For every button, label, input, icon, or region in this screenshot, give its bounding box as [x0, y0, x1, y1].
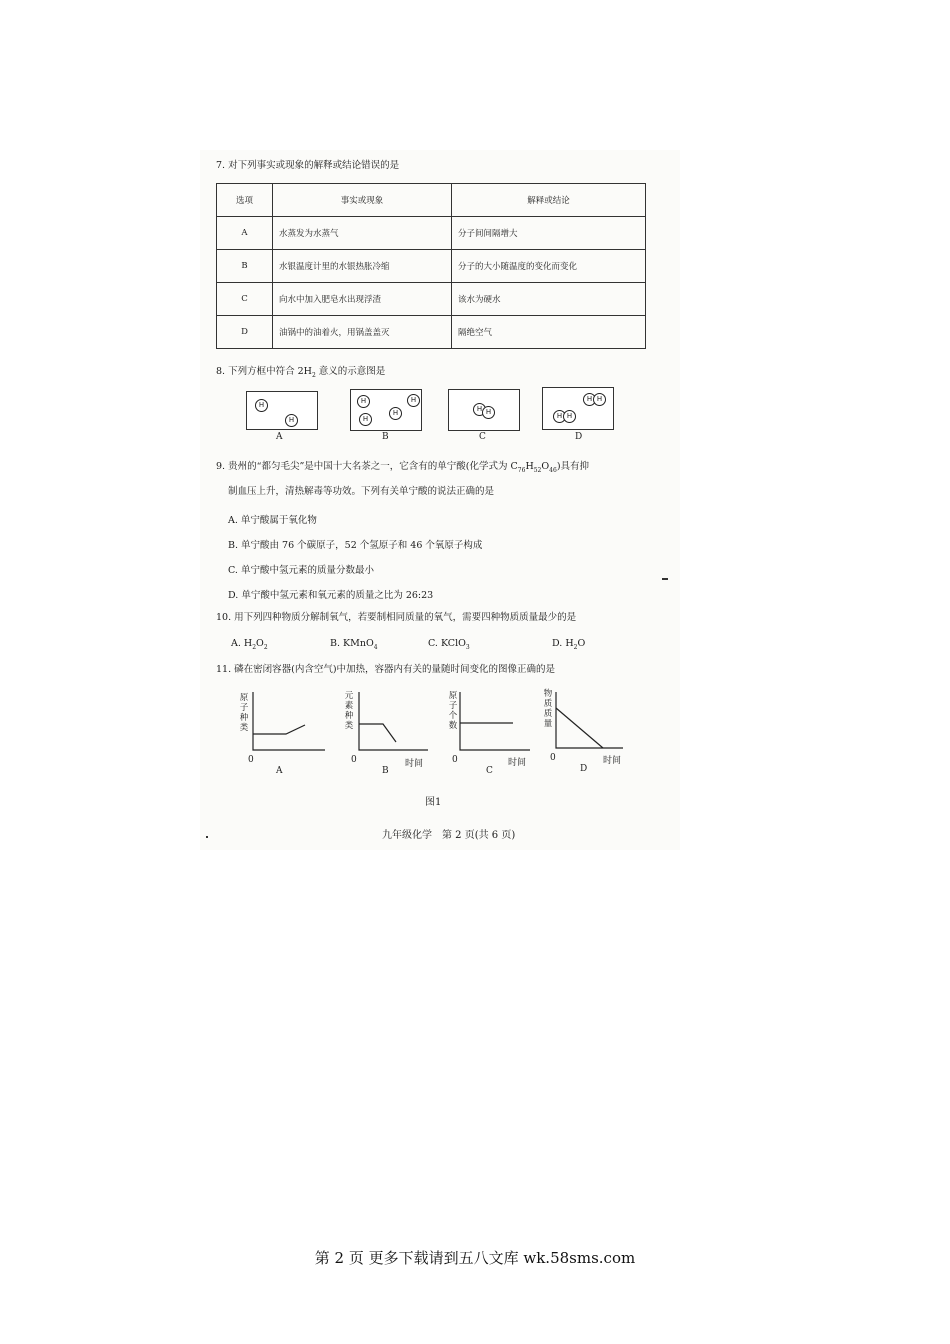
graph-b-label: B [382, 766, 389, 776]
graph-b-origin: 0 [351, 755, 357, 765]
table-header-row [217, 184, 646, 217]
scan-mark [662, 578, 668, 580]
header-explanation: 解释或结论 [452, 184, 646, 217]
row-explanation: 分子的大小随温度的变化而变化 [452, 250, 646, 283]
graph-c-y-label: 原子个数 [448, 691, 458, 731]
row-explanation: 该水为硬水 [452, 283, 646, 316]
diagram-box-b [350, 389, 422, 431]
q8-stem: 8. 下列方框中符合 $2H_2$ 意义的示意图是 [216, 366, 386, 379]
q10-option-d: D. $H_2O$ [552, 638, 586, 651]
q9-option-d: D. 单宁酸中氢元素和氧元素的质量之比为 26:23 [228, 590, 434, 601]
row-fact: 水蒸发为水蒸气 [273, 217, 452, 250]
diagram-box-c [448, 389, 520, 431]
hydrogen-atom: H [389, 407, 402, 420]
table-row [217, 217, 646, 250]
hydrogen-atom: H [285, 414, 298, 427]
graph-a-label: A [276, 766, 283, 776]
graph-c-origin: 0 [452, 755, 458, 765]
row-option: A [217, 217, 273, 250]
graph-b-axes [359, 692, 428, 750]
row-fact: 向水中加入肥皂水出现浮渣 [273, 283, 452, 316]
row-option: B [217, 250, 273, 283]
q9-stem-line1: 9. 贵州的“都匀毛尖”是中国十大名茶之一，它含有的单宁酸(化学式为 $C_{76}H_{52}O_{46}$)具有抑 [216, 461, 590, 474]
hydrogen-atom: H [593, 393, 606, 406]
row-explanation: 分子间间隔增大 [452, 217, 646, 250]
hydrogen-atom: H [563, 410, 576, 423]
page-footer: 九年级化学 第 2 页(共 6 页) [382, 830, 516, 841]
graph-d [553, 690, 633, 760]
row-option: C [217, 283, 273, 316]
hydrogen-atom: H [482, 406, 495, 419]
graph-d-axes [556, 692, 623, 748]
graph-c-x-label: 时间 [508, 758, 527, 768]
q7-table [216, 183, 646, 349]
bottom-footer: 第 2 页 更多下载请到五八文库 wk.58sms.com [314, 1249, 636, 1267]
hydrogen-atom: H [473, 403, 486, 416]
header-fact: 事实或现象 [273, 184, 452, 217]
graph-d-origin: 0 [550, 753, 556, 763]
graph-b-curve [359, 724, 396, 742]
q9-option-c: C. 单宁酸中氢元素的质量分数最小 [228, 565, 374, 576]
graph-c-label: C [486, 766, 493, 776]
scan-mark [206, 836, 208, 838]
row-option: D [217, 316, 273, 349]
graph-a-axes [253, 692, 325, 750]
hydrogen-atom: H [583, 393, 596, 406]
graph-a-y-label: 原子种类 [239, 693, 249, 733]
row-fact: 油锅中的油着火，用锅盖盖灭 [273, 316, 452, 349]
graph-d-y-label: 物质质量 [543, 689, 553, 729]
q7-stem: 7. 对下列事实或现象的解释或结论错误的是 [216, 160, 400, 171]
hydrogen-atom: H [553, 410, 566, 423]
graph-d-x-label: 时间 [603, 756, 622, 766]
hydrogen-atom: H [407, 394, 420, 407]
diagram-box-d [542, 387, 614, 430]
diagram-box-a [246, 391, 318, 430]
table-row [217, 316, 646, 349]
diagram-label-a: A [276, 432, 283, 442]
q9-option-b: B. 单宁酸由 76 个碳原子，52 个氢原子和 46 个氧原子构成 [228, 540, 483, 551]
q9-option-a: A. 单宁酸属于氧化物 [228, 515, 317, 526]
q11-stem: 11. 磷在密闭容器(内含空气)中加热，容器内有关的量随时间变化的图像正确的是 [216, 664, 556, 675]
row-explanation: 隔绝空气 [452, 316, 646, 349]
diagram-label-b: B [382, 432, 389, 442]
graph-d-label: D [580, 764, 588, 774]
graph-b [356, 690, 436, 760]
figure-caption: 图1 [425, 797, 442, 808]
graph-b-y-label: 元素种类 [344, 691, 354, 731]
header-option: 选项 [217, 184, 273, 217]
hydrogen-atom: H [359, 413, 372, 426]
diagram-label-d: D [575, 432, 583, 442]
graph-c [457, 690, 537, 760]
graph-b-x-label: 时间 [405, 759, 424, 769]
table-row [217, 250, 646, 283]
q9-stem-line2: 制血压上升，清热解毒等功效。下列有关单宁酸的说法正确的是 [228, 486, 495, 497]
graph-a-curve [253, 725, 305, 734]
table-row [217, 283, 646, 316]
q10-stem: 10. 用下列四种物质分解制氧气，若要制相同质量的氧气，需要四种物质质量最少的是 [216, 612, 577, 623]
hydrogen-atom: H [255, 399, 268, 412]
q10-option-c: C. KClO$_3$ [428, 638, 470, 651]
graph-a [250, 690, 330, 760]
q10-option-b: B. KMnO$_4$ [330, 638, 378, 651]
graph-a-origin: 0 [248, 755, 254, 765]
hydrogen-atom: H [357, 395, 370, 408]
graph-d-curve [556, 708, 603, 748]
graph-c-axes [460, 692, 530, 750]
q10-option-a: A. $H_2O_2$ [231, 638, 268, 651]
row-fact: 水银温度计里的水银热胀冷缩 [273, 250, 452, 283]
diagram-label-c: C [479, 432, 486, 442]
